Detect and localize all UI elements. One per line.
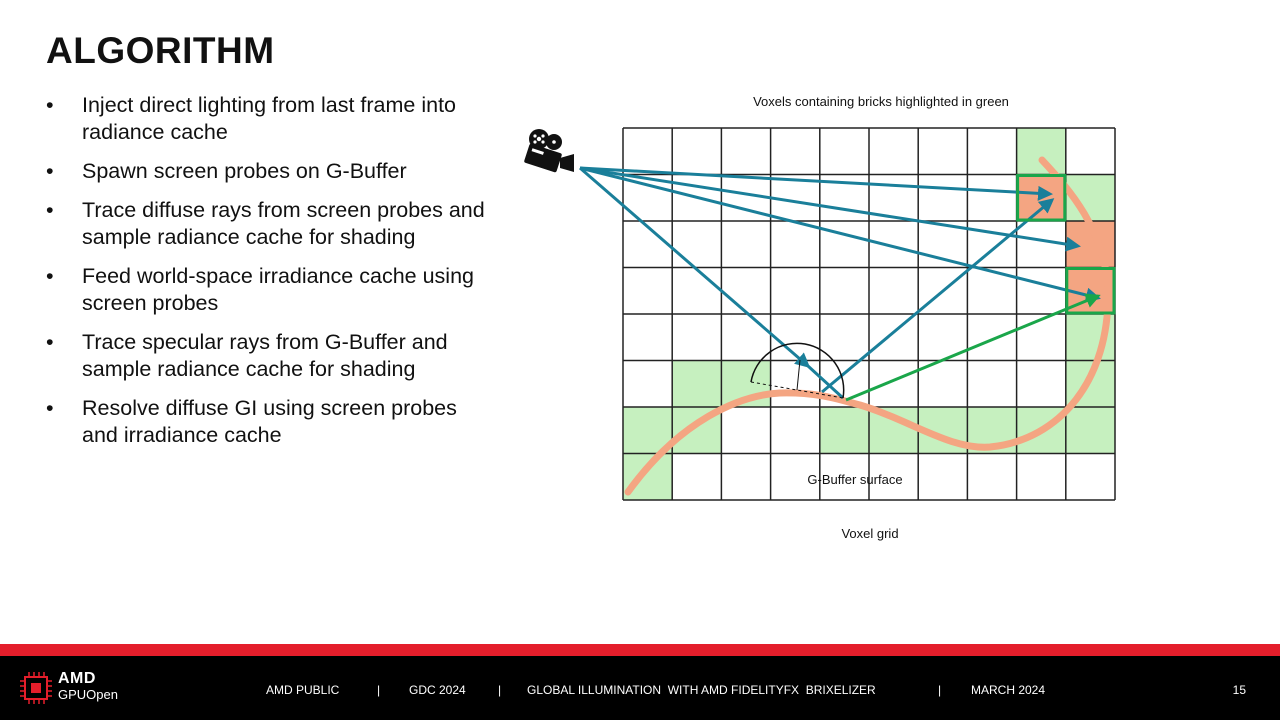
bullet-text: Resolve diffuse GI using screen probes and irradiance cache: [82, 396, 457, 447]
voxel-brick-cell: [672, 361, 721, 408]
slide-title: ALGORITHM: [46, 30, 275, 71]
voxel-brick-cell: [1066, 407, 1115, 454]
bullet-marker: •: [46, 330, 54, 354]
footer-separator: |: [938, 683, 942, 697]
specular-ray: [846, 296, 1098, 400]
bullet-text: Spawn screen probes on G-Buffer: [82, 159, 407, 183]
footer-classification: AMD PUBLIC: [266, 683, 340, 697]
voxel-brick-cell: [1017, 128, 1066, 175]
voxel-brick-cell: [820, 407, 869, 454]
bullet-marker: •: [46, 396, 54, 420]
bullet-text: Inject direct lighting from last frame into radiance cache: [82, 93, 457, 144]
camera-icon: [524, 129, 574, 173]
caption-voxels-highlighted: Voxels containing bricks highlighted in green: [753, 94, 1009, 109]
bullet-marker: •: [46, 159, 54, 183]
footer-stripe: [0, 644, 1280, 656]
footer-separator: |: [377, 683, 381, 697]
amd-gpuopen-logo: [58, 671, 118, 703]
brand-amd: AMD: [58, 670, 96, 687]
bullet-marker: •: [46, 93, 54, 117]
footer-event: GDC 2024: [409, 683, 466, 697]
footer-talk-title: GLOBAL ILLUMINATION WITH AMD FIDELITYFX BRIXELIZER: [527, 683, 876, 697]
caption-g-buffer-surface: G-Buffer surface: [807, 472, 903, 487]
bullet-text: Trace diffuse rays from screen probes and sample radiance cache for shading: [82, 198, 485, 249]
probe-normal: [797, 360, 800, 390]
footer-date: MARCH 2024: [971, 683, 1046, 697]
amd-chip-icon: [20, 672, 52, 704]
caption-voxel-grid: Voxel grid: [841, 526, 899, 541]
bullet-marker: •: [46, 198, 54, 222]
footer-separator: |: [498, 683, 502, 697]
bullet-text: Trace specular rays from G-Buffer and sample radiance cache for shading: [82, 330, 448, 381]
brand-gpuopen: GPUOpen: [58, 687, 118, 702]
footer-bar: [0, 656, 1280, 720]
camera-ray: [580, 168, 1050, 194]
page-number: 15: [1232, 683, 1246, 697]
bullet-text: Feed world-space irradiance cache using screen probes: [82, 264, 474, 315]
bullet-marker: •: [46, 264, 54, 288]
